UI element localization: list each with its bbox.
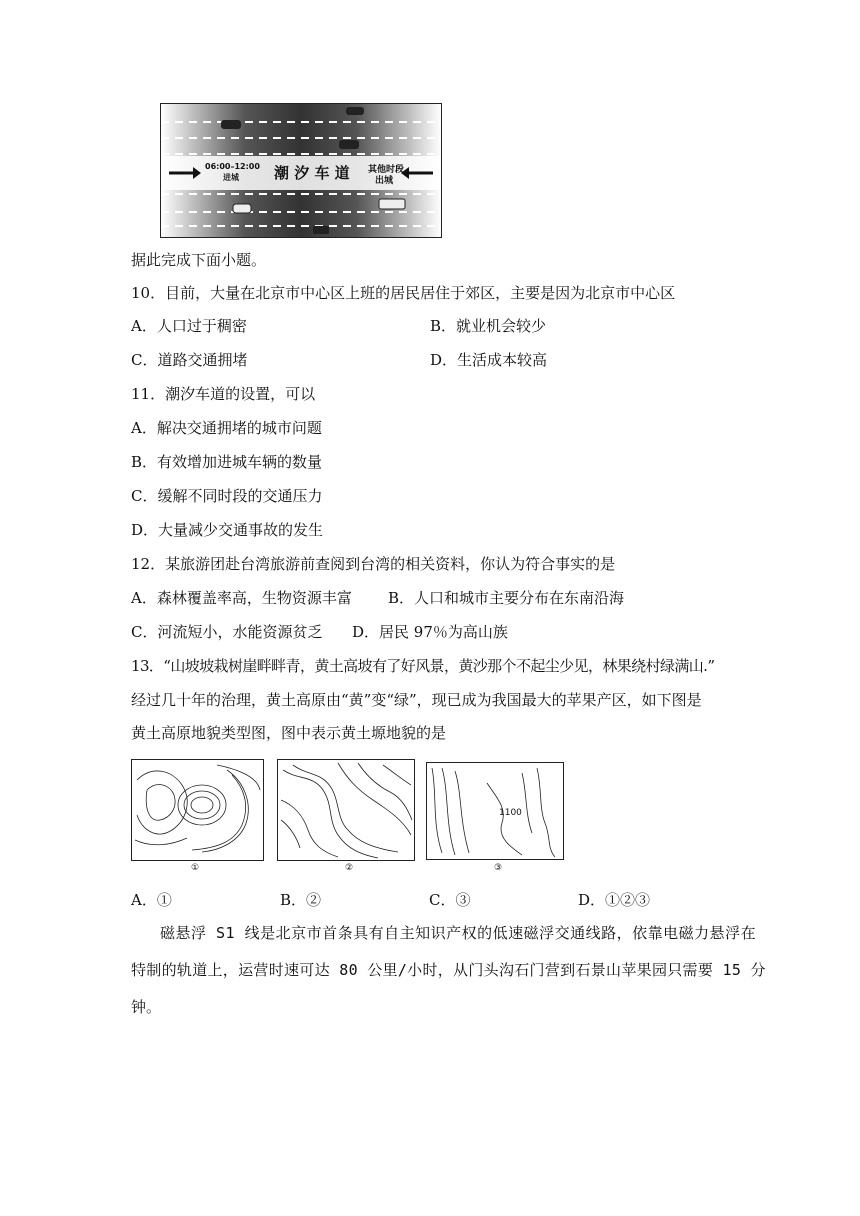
q13-option-a: A．① bbox=[131, 891, 172, 909]
q11-option-d: D．大量减少交通事故的发生 bbox=[131, 521, 324, 539]
q13-option-d: D．①②③ bbox=[578, 891, 651, 909]
contour-map-3 bbox=[426, 762, 564, 860]
maglev-line-2: 特制的轨道上，运营时速可达 80 公里/小时，从门头沟石门营到石景山苹果园只需要 15 分 bbox=[131, 961, 766, 979]
intro-text: 据此完成下面小题。 bbox=[131, 251, 267, 269]
tidal-lane-figure bbox=[160, 103, 442, 238]
contour-map-2 bbox=[277, 759, 415, 861]
q12-stem: 12．某旅游团赴台湾旅游前查阅到台湾的相关资料，你认为符合事实的是 bbox=[131, 555, 616, 573]
q10-option-c: C．道路交通拥堵 bbox=[131, 351, 248, 369]
right-time-label: 其他时段 bbox=[368, 165, 405, 175]
q13-option-b: B．② bbox=[280, 891, 322, 909]
left-direction-label: 进城 bbox=[223, 173, 239, 182]
q13-line-2: 经过几十年的治理，黄土高原由“黄”变“绿”，现已成为我国最大的苹果产区，如下图是 bbox=[131, 691, 702, 709]
q13-line-1: 13．“山坡坡栽树崖畔畔青，黄土高坡有了好风景，黄沙那个不起尘少见，林果绕村绿满山.” bbox=[131, 657, 715, 675]
q11-option-c: C．缓解不同时段的交通压力 bbox=[131, 487, 323, 505]
q10-option-b: B．就业机会较少 bbox=[430, 317, 547, 335]
map-2-label: ② bbox=[345, 863, 354, 873]
q12-option-d: D．居民 97％为高山族 bbox=[352, 623, 508, 641]
map-1-label: ① bbox=[191, 863, 200, 873]
lane-title: 潮 汐 车 道 bbox=[274, 164, 350, 182]
q11-option-a: A．解决交通拥堵的城市问题 bbox=[131, 419, 322, 437]
right-direction-label: 出城 bbox=[375, 176, 394, 186]
q13-option-c: C．③ bbox=[429, 891, 471, 909]
left-time-label: 06:00–12:00 bbox=[205, 162, 260, 171]
q12-option-c: C．河流短小，水能资源贫乏 bbox=[131, 623, 323, 641]
q10-option-d: D．生活成本较高 bbox=[430, 351, 548, 369]
q13-line-3: 黄土高原地貌类型图，图中表示黄土塬地貌的是 bbox=[131, 724, 447, 742]
q11-stem: 11．潮汐车道的设置，可以 bbox=[131, 385, 316, 403]
q12-option-b: B．人口和城市主要分布在东南沿海 bbox=[388, 589, 625, 607]
map-3-contour-label: 1100 bbox=[499, 808, 522, 818]
map-3-label: ③ bbox=[494, 863, 503, 873]
q12-option-a: A．森林覆盖率高，生物资源丰富 bbox=[131, 589, 352, 607]
q11-option-b: B．有效增加进城车辆的数量 bbox=[131, 453, 323, 471]
maglev-line-3: 钟。 bbox=[131, 998, 162, 1016]
maglev-line-1: 磁悬浮 S1 线是北京市首条具有自主知识产权的低速磁浮交通线路，依靠电磁力悬浮在 bbox=[160, 924, 757, 942]
contour-map-1 bbox=[131, 759, 264, 861]
q10-stem: 10．目前，大量在北京市中心区上班的居民居住于郊区，主要是因为北京市中心区 bbox=[131, 284, 676, 302]
q10-option-a: A．人口过于稠密 bbox=[131, 317, 247, 335]
